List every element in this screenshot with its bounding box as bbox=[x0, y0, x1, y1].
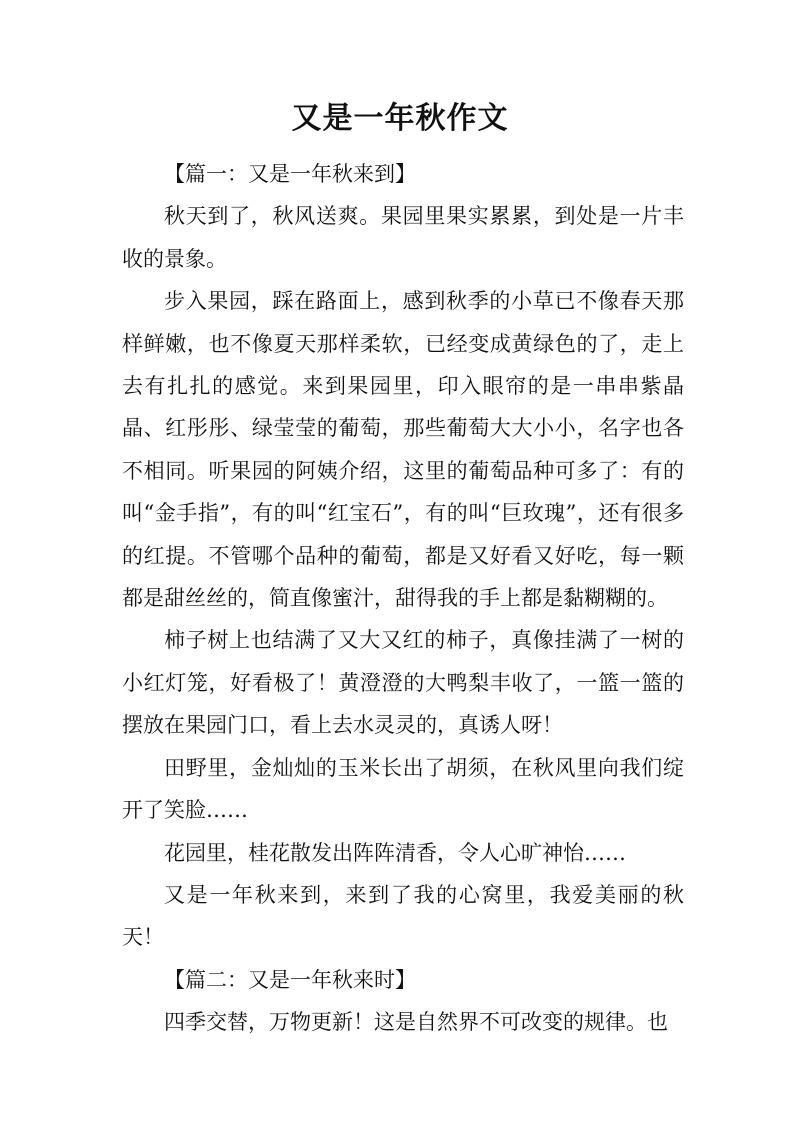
paragraph: 秋天到了，秋风送爽。果园里果实累累，到处是一片丰收的景象。 bbox=[122, 204, 684, 271]
section-heading-1: 【篇一：又是一年秋来到】 bbox=[164, 162, 416, 186]
document-body bbox=[122, 153, 684, 1044]
paragraph: 四季交替，万物更新！这是自然界不可改变的规律。也 bbox=[164, 1010, 668, 1035]
document-title: 又是一年秋作文 bbox=[291, 101, 509, 136]
paragraph: 田野里，金灿灿的玉米长出了胡须，在秋风里向我们绽开了笑脸…… bbox=[122, 755, 684, 823]
paragraph: 步入果园，踩在路面上，感到秋季的小草已不像春天那样鲜嫩，也不像夏天那样柔软，已经变成黄绿色的了，走上去有扎扎的感觉。来到果园里，印入眼帘的是一串串紫晶晶、红彤彤、绿莹莹的葡萄，那些葡萄大大小小，名字也各不相同。听果园的阿姨介绍，这里的葡萄品种可多了：有的叫“金手指”，有的叫“红宝石”，有的叫“巨玫瑰”，还有很多的红提。不管哪个品种的葡萄，都是又好看又好吃，每一颗都是甜丝丝的，简直像蜜汁，甜得我的手上都是黏糊糊的。 bbox=[122, 289, 684, 611]
paragraph: 柿子树上也结满了又大又红的柿子，真像挂满了一树的小红灯笼，好看极了！黄澄澄的大鸭梨丰收了，一篮一篮的摆放在果园门口，看上去水灵灵的，真诱人呀！ bbox=[122, 628, 684, 738]
section-heading-2: 【篇二：又是一年秋来时】 bbox=[164, 967, 416, 992]
paragraph: 又是一年秋来到，来到了我的心窝里，我爱美丽的秋天！ bbox=[122, 882, 684, 950]
paragraph: 花园里，桂花散发出阵阵清香，令人心旷神怡…… bbox=[164, 840, 626, 865]
